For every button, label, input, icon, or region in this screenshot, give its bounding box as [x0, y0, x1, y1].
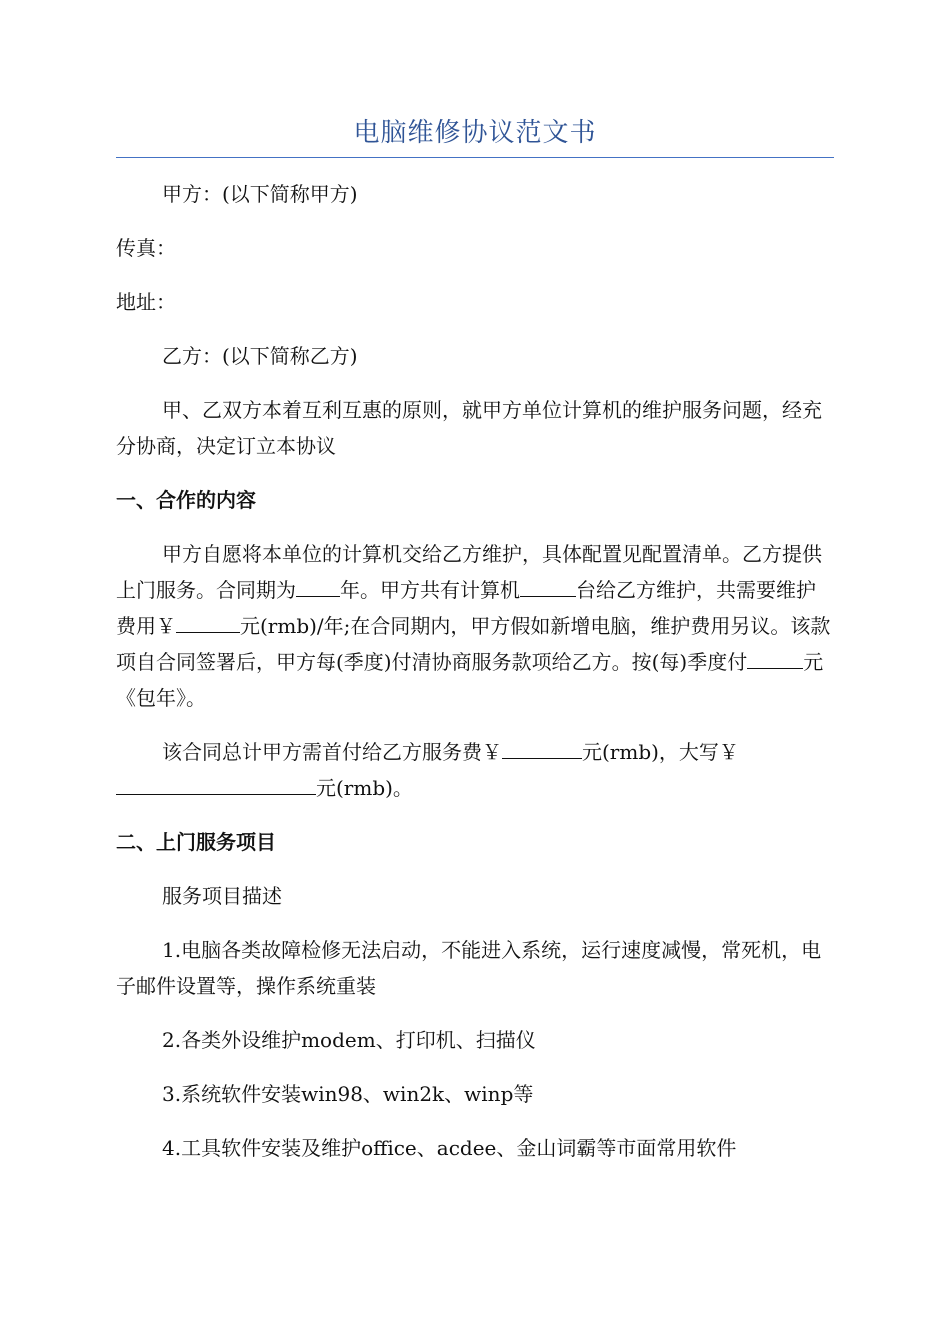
- service-description-label: 服务项目描述: [162, 884, 282, 908]
- text-segment: 元(rmb)/年;在合同期内，甲方假如新增电脑，维护费用另议。该款项自合同签署后，甲方每(季度)付清协商服务款项给乙方。按(每)季度付: [116, 614, 831, 674]
- text-segment: 台给乙方维护，共需要维护费用￥: [116, 578, 816, 638]
- text-segment: 元(rmb)，大写￥: [582, 740, 739, 764]
- service-item-2: 2.各类外设维护modem、打印机、扫描仪: [162, 1028, 536, 1052]
- fax-line: 传真：: [116, 236, 176, 260]
- service-item-1: 1.电脑各类故障检修无法启动，不能进入系统，运行速度减慢，常死机，电子邮件设置等，操作系统重装: [116, 938, 822, 998]
- blank-total-fee-uppercase: [116, 772, 316, 795]
- section-2-heading: 二、上门服务项目: [116, 830, 276, 854]
- text-segment: 元《包年》。: [116, 650, 824, 710]
- section-1-paragraph-2: [116, 734, 834, 806]
- blank-total-fee: [502, 736, 582, 759]
- service-item-3: 3.系统软件安装win98、win2k、winp等: [162, 1082, 534, 1106]
- text-segment: 元(rmb)。: [316, 776, 413, 800]
- document-title: 电脑维修协议范文书: [116, 112, 834, 158]
- party-a-line: 甲方：(以下简称甲方): [162, 182, 358, 206]
- document-page: [116, 112, 834, 1166]
- blank-quarterly-fee: [747, 646, 803, 669]
- section-1-heading: 一、合作的内容: [116, 488, 256, 512]
- text-segment: 该合同总计甲方需首付给乙方服务费￥: [162, 740, 502, 764]
- text-segment: 甲方自愿将本单位的计算机交给乙方维护，具体配置见配置清单。乙方提供上门服务。合同期为: [116, 542, 822, 602]
- intro-paragraph: 甲、乙双方本着互利互惠的原则，就甲方单位计算机的维护服务问题，经充分协商，决定订立本协议: [116, 398, 822, 458]
- address-line: 地址：: [116, 290, 176, 314]
- service-item-4: 4.工具软件安装及维护office、acdee、金山词霸等市面常用软件: [162, 1136, 737, 1160]
- blank-contract-years: [296, 574, 340, 597]
- section-1-paragraph-1: [116, 536, 834, 716]
- text-segment: 年。甲方共有计算机: [340, 578, 520, 602]
- blank-computer-count: [520, 574, 576, 597]
- party-b-line: 乙方：(以下简称乙方): [162, 344, 358, 368]
- blank-annual-fee: [176, 610, 240, 633]
